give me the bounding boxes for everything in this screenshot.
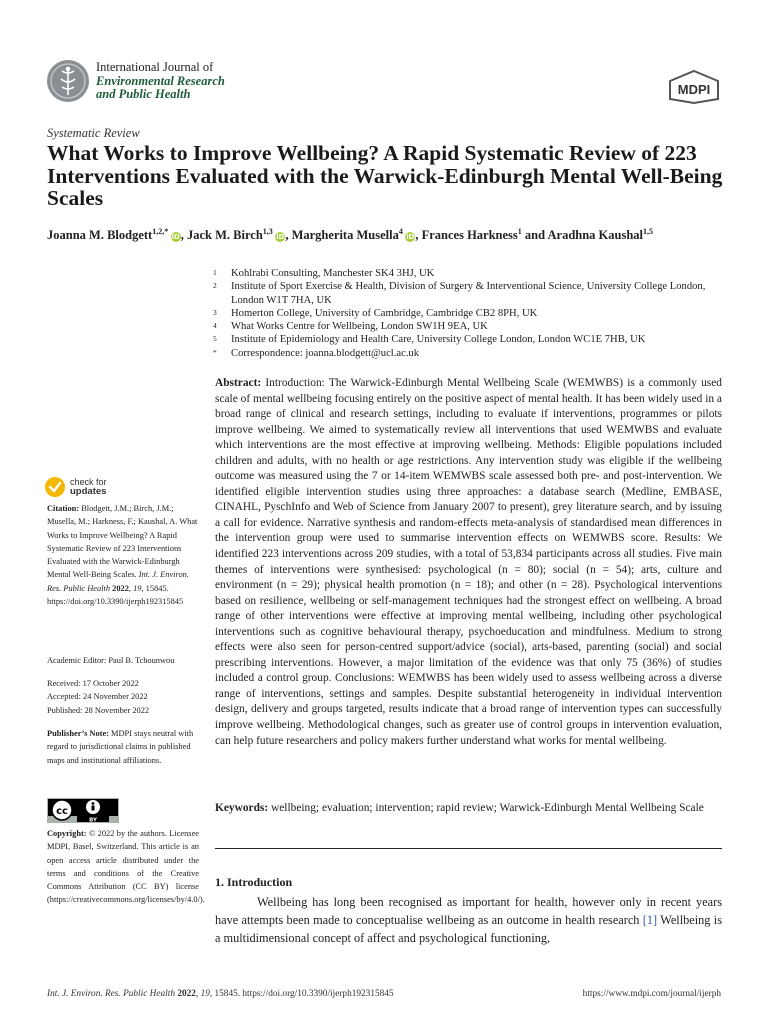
affiliation-text: Institute of Sport Exercise & Health, Division of Surgery & Interventional Science, University College London, London W1T 7HA, UK (231, 281, 706, 306)
citation-doi[interactable]: , 15845. https://doi.org/10.3390/ijerph192315845 (47, 583, 184, 607)
author-name: Frances Harkness (421, 228, 518, 243)
author-affiliation-mark: 4 (398, 227, 403, 236)
author-list (47, 227, 737, 243)
copyright-text: © 2022 by the authors. Licensee MDPI, Basel, Switzerland. This article is an open access article distributed under the terms and conditions of the Creative Commons Attribution (CC BY) license (https://creativecommons.org/licenses/by/4.0/). (47, 829, 205, 905)
affiliation-text: Homerton College, University of Cambridge, Cambridge CB2 8PH, UK (231, 307, 538, 319)
author-separator: , (415, 228, 422, 243)
author-separator: , (285, 228, 292, 243)
abstract-label: Abstract: (215, 377, 262, 389)
abstract (215, 376, 722, 749)
keywords (215, 801, 722, 817)
affiliation-number: 4 (213, 321, 217, 331)
affiliation-text: What Works Centre for Wellbeing, London SW1H 9EA, UK (231, 321, 488, 333)
affiliation-item (213, 267, 728, 280)
affiliation-item (213, 280, 728, 307)
check-for-updates-button[interactable] (44, 476, 107, 498)
author-name: Joanna M. Blodgett (47, 228, 153, 243)
citation-authors: Blodgett, J.M.; Birch, J.M.; Musella, M.; Harkness, F.; Kaushal, A. What Works to Improve Wellbeing? A Rapid Systematic Review of 223 Interventions Evaluated with the Warwick-Edinburgh Mental Well-Being Scales. (47, 504, 198, 580)
citation-block: Citation: Blodgett, J.M.; Birch, J.M.; Musella, M.; Harkness, F.; Kaushal, A. What Works to Improve Wellbeing? A Rapid Systematic Review of 223 Interventions Evaluated with the Warwick-Edinburgh Mental Well-Being Scales. Int. J. Environ. Res. Public Health 2022, 19, 15845. https://doi.org/10.3390/ijerph192315845 (47, 504, 198, 607)
affiliation-number: * (213, 347, 217, 357)
date-received: Received: 17 October 2022 (47, 679, 139, 688)
cc-by-license-icon[interactable] (47, 798, 119, 823)
author-name: Jack M. Birch (186, 228, 263, 243)
affiliation-text: Kohlrabi Consulting, Manchester SK4 3HJ, UK (231, 268, 435, 279)
footer-journal: Int. J. Environ. Res. Public Health (47, 989, 175, 999)
affiliation-text: Institute of Epidemiology and Health Care, University College London, London WC1E 7HB, UK (231, 334, 646, 346)
author-affiliation-mark: 1,2,* (152, 227, 169, 236)
citation-volume: 19 (133, 583, 142, 593)
affiliation-item (213, 320, 728, 333)
academic-editor: Academic Editor: Paul B. Tchounwou (47, 656, 175, 665)
affiliation-item (213, 307, 728, 320)
publisher-note-text: MDPI stays neutral with regard to jurisdictional claims in published maps and institutional affiliations. (47, 729, 194, 765)
mdpi-logo-text: MDPI (677, 82, 711, 97)
journal-name (96, 61, 225, 102)
svg-text:cc: cc (56, 806, 68, 817)
abstract-text: Introduction: The Warwick-Edinburgh Mental Wellbeing Scale (WEMWBS) is a commonly used scale of mental wellbeing focusing entirely on the positive aspect of mental health. It has been widely used in a broad range of clinical and research settings, including to evaluate if interventions, programmes or pilots improve wellbeing. We aimed to systematically review all interventions that used WEMWBS and evaluate which interventions are the most effective at improving wellbeing. Methods: Eligible populations included children and adults, with no health or age restrictions. Any intervention study was eligible if the wellbeing outcome was measured using the 7 or 14-item WEMWBS scale assessed both pre- and post-intervention. We identified eligible intervention studies using three approaches: a database search (Medline, EMBASE, CINAHL, PyschInfo and Web of Science from January 2007 to present), grey literature search, and by issuing a call for evidence. Narrative synthesis and random-effects meta-analysis of standardised mean differences in the intervention group were used to summarise intervention effects on WEMWBS score. Results: We identified 223 interventions across 209 studies, with a total of 53,834 participants across all studies. Five main themes of interventions were synthesised: psychological (n = 80); social (n = 54); arts, culture and environment (n = 29); physical health promotion (n = 18); and other (n = 28). Psychological interventions based on resilience, wellbeing or self-management techniques had the strongest effect on wellbeing. A broad range of other interventions were effective at improving mental wellbeing, including other psychological interventions such as cognitive behavioural therapy, psychoeducation and mindfulness. Medium to strong effects were also seen for person-centred support/advice (social), arts-based, parenting (social) and social prescribing interventions. However, a major limitation of the evidence was that only 75 (36%) of studies included a control group. Conclusions: WEMWBS has been widely used to assess wellbeing across a diverse range of interventions, settings and samples. Despite substantial heterogeneity in individual intervention design, delivery and groups targeted, results indicate that a broad range of intervention types can successfully improve wellbeing. Methodological changes, such as greater use of control groups in intervention evaluation, can help future researchers and policy makers further understand what works for mental wellbeing. (215, 377, 722, 747)
article-title: What Works to Improve Wellbeing? A Rapid Systematic Review of 223 Interventions Evaluated with the Warwick-Edinburgh Mental Well-Being Scales (47, 141, 723, 210)
footer-journal-url[interactable]: https://www.mdpi.com/journal/ijerph (582, 989, 721, 999)
keywords-text: wellbeing; evaluation; intervention; rapid review; Warwick-Edinburgh Mental Wellbeing Scale (271, 802, 704, 814)
author-separator: , (180, 228, 187, 243)
cc-badge-label: BY (89, 817, 97, 823)
publisher-note (47, 727, 199, 767)
copyright-notice (47, 827, 205, 907)
author-affiliation-mark: 1,3 (262, 227, 273, 236)
date-published: Published: 28 November 2022 (47, 705, 150, 715)
footer-year: 2022 (177, 989, 196, 999)
article-type: Systematic Review (47, 126, 140, 140)
affiliation-number: 2 (213, 281, 217, 291)
journal-name-line2: Environmental Research (96, 73, 225, 88)
affiliations (213, 267, 728, 360)
citation-label: Citation: (47, 504, 80, 513)
check-for-updates-icon (44, 476, 66, 498)
journal-name-line3: and Public Health (96, 87, 191, 101)
affiliation-number: 5 (213, 334, 217, 344)
publication-dates (47, 677, 199, 717)
citation-year: 2022 (112, 583, 129, 593)
publisher-note-label: Publisher’s Note: (47, 729, 109, 738)
footer-volume: 19 (200, 989, 210, 999)
journal-emblem-icon (46, 59, 90, 103)
orcid-icon[interactable]: iD (171, 233, 180, 242)
affiliation-number: 1 (213, 268, 217, 277)
footer-doi[interactable]: , 15845. https://doi.org/10.3390/ijerph192315845 (209, 989, 394, 999)
intro-text-part1: Wellbeing has long been recognised as important for health, however only in recent years have attempts been made to conceptualise wellbeing as an outcome in health research (215, 895, 722, 927)
affiliation-text: Correspondence: joanna.blodgett@ucl.ac.uk (231, 347, 420, 359)
citation-link-1[interactable]: [1] (642, 913, 658, 927)
section-divider (215, 848, 722, 849)
orcid-icon[interactable]: iD (276, 233, 285, 242)
check-for-updates-line1: check for (70, 476, 107, 487)
affiliation-item (213, 347, 728, 360)
intro-text-part2: Wellbeing is a multidimensional concept of affect and psychological functioning, (215, 913, 722, 945)
journal-name-line1: International Journal of (96, 60, 214, 74)
affiliation-number: 3 (213, 307, 217, 317)
author-affiliation-mark: 1 (517, 227, 522, 236)
author-name: Margherita Musella (291, 228, 399, 243)
citation-journal: Int. J. Environ. Res. Public Health (47, 570, 189, 593)
copyright-label: Copyright: (47, 829, 87, 838)
affiliation-item (213, 333, 728, 346)
mdpi-logo-icon (666, 69, 722, 105)
author-affiliation-mark: 1,5 (643, 227, 654, 236)
intro-paragraph (215, 893, 722, 947)
orcid-icon[interactable]: iD (406, 233, 415, 242)
check-for-updates-line2: updates (70, 486, 107, 497)
date-accepted: Accepted: 24 November 2022 (47, 692, 148, 702)
footer-citation: Int. J. Environ. Res. Public Health 2022, 19, 15845. https://doi.org/10.3390/ijerph192315845 (47, 989, 394, 999)
keywords-label: Keywords: (215, 802, 269, 814)
author-name: Aradhna Kaushal (547, 228, 644, 243)
intro-heading: 1. Introduction (215, 875, 293, 889)
author-separator: and (521, 228, 548, 243)
